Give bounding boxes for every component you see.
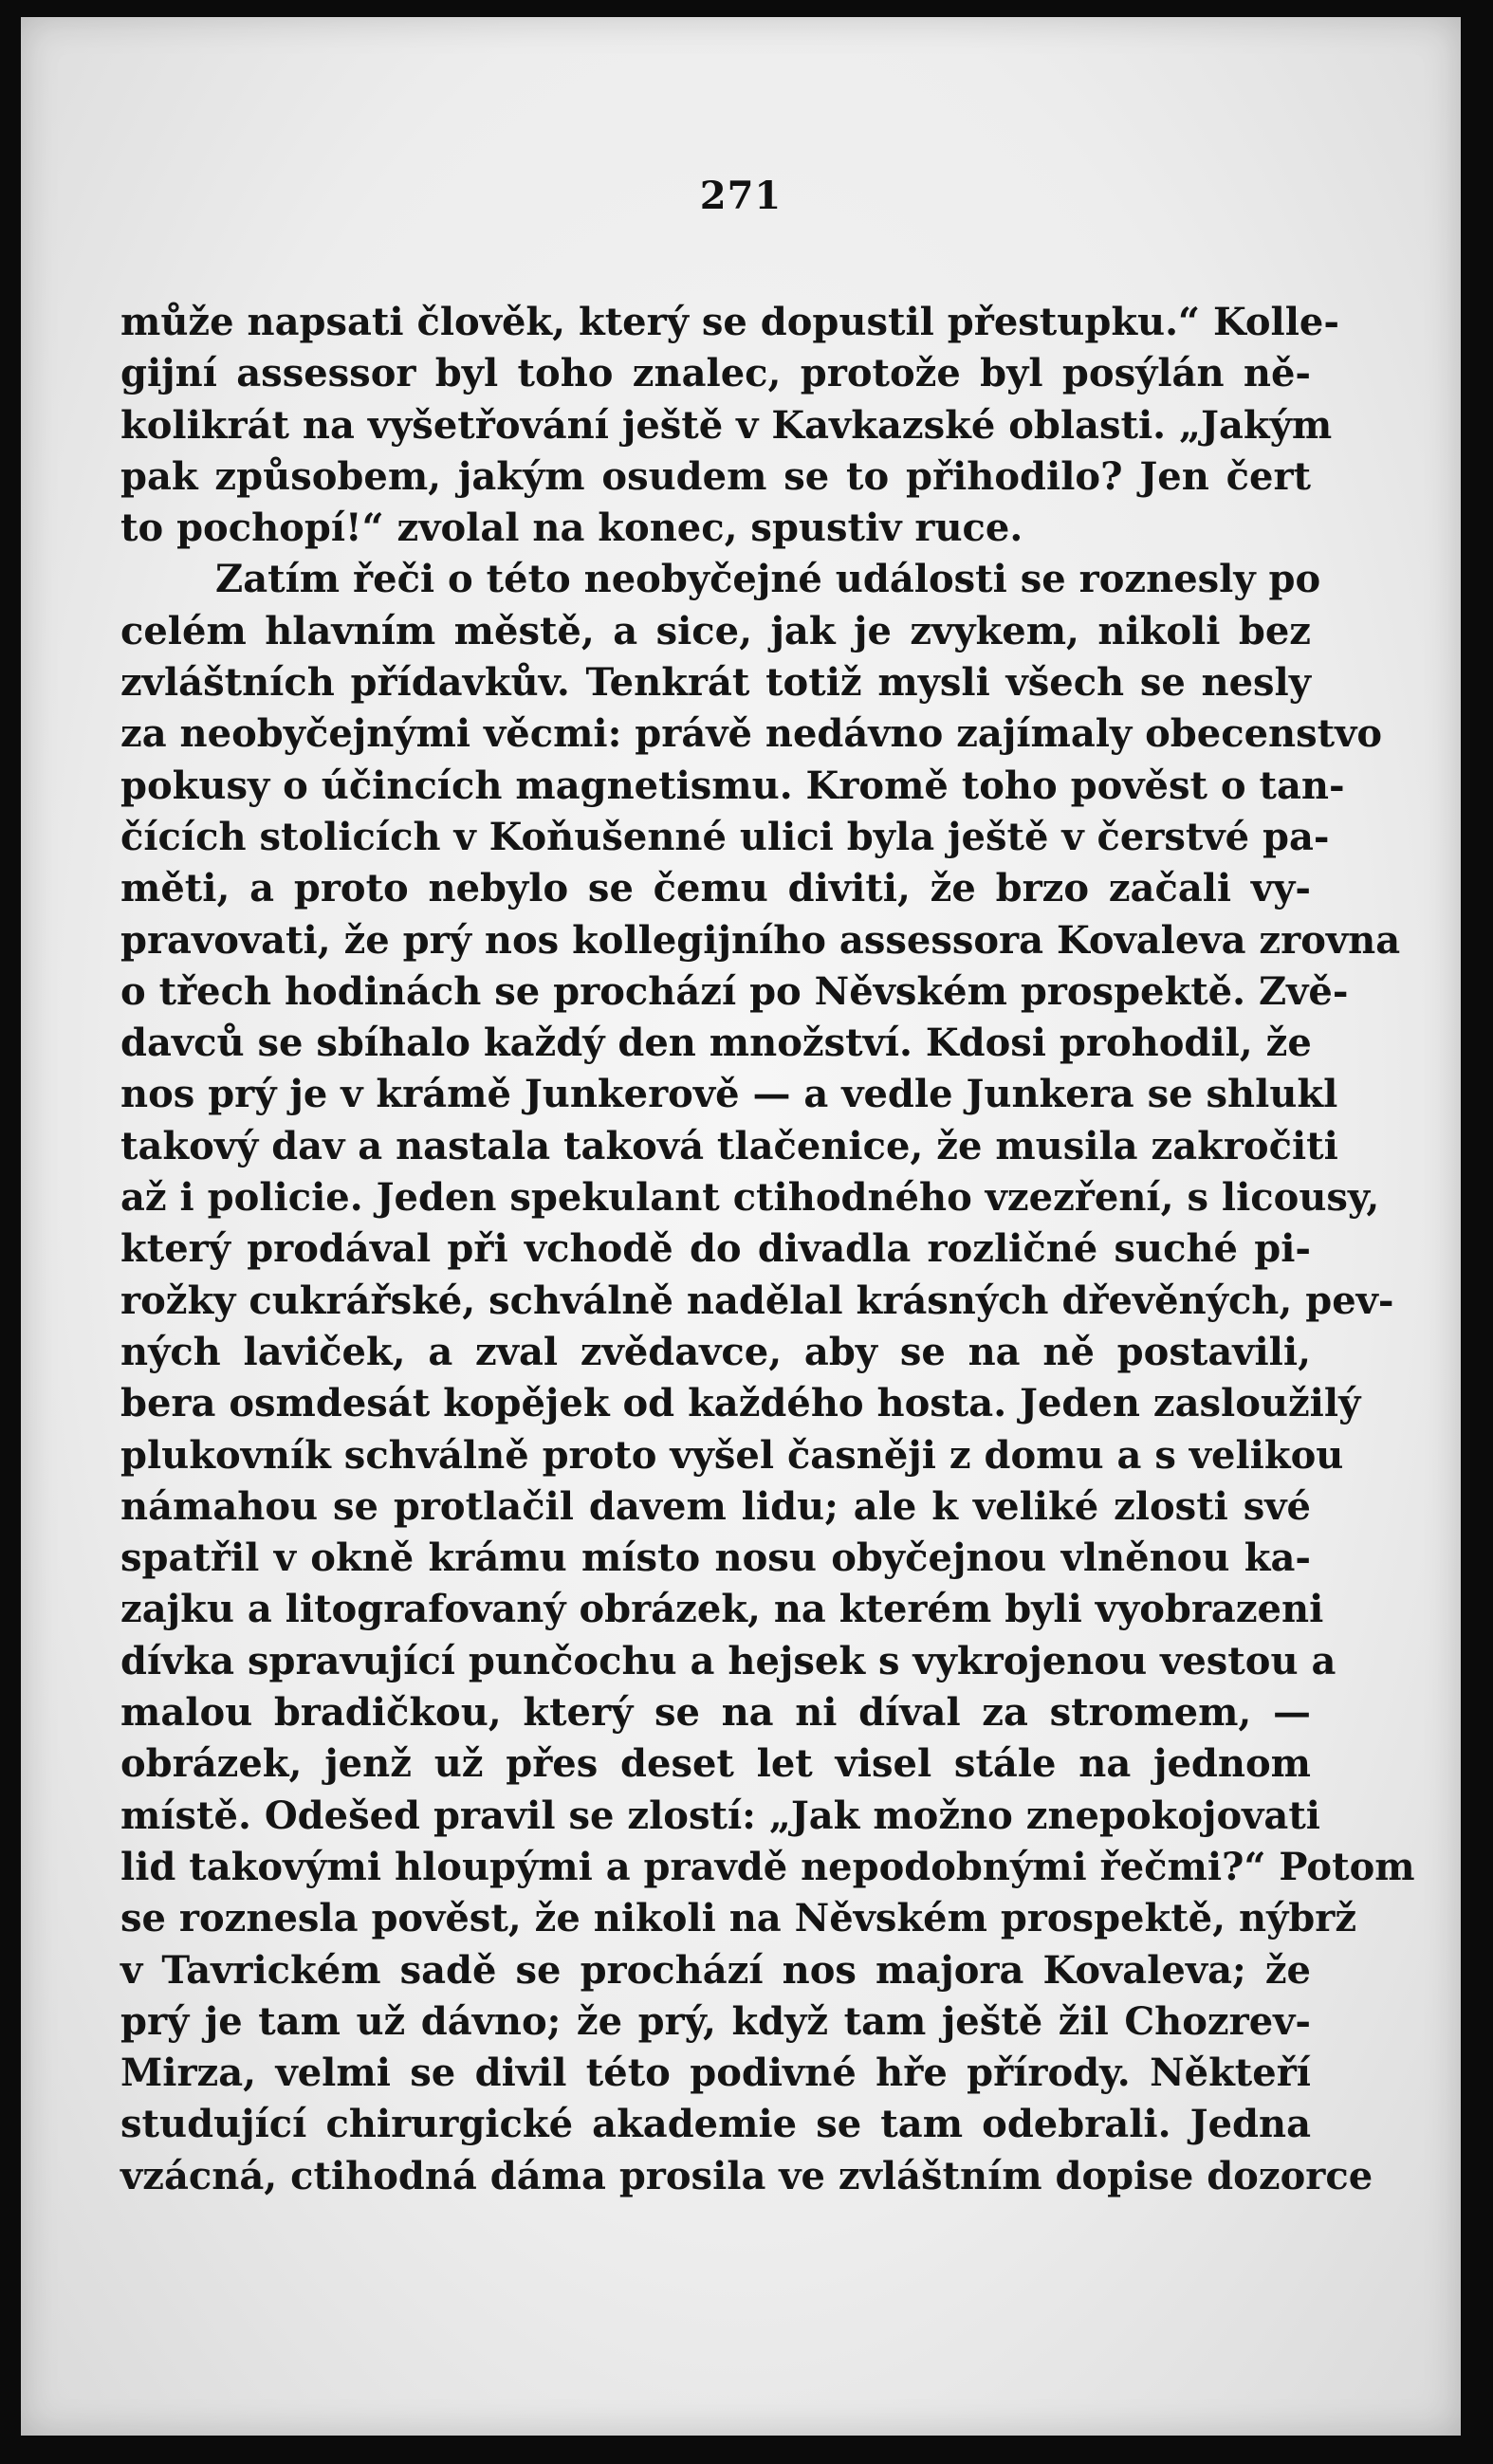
text-line: obrázek, jenž už přes deset let visel stále na jednom	[120, 1741, 1311, 1787]
text-line: celém hlavním městě, a sice, jak je zvykem, nikoli bez	[120, 608, 1311, 653]
text-line: námahou se protlačil davem lidu; ale k veliké zlosti své	[120, 1483, 1311, 1529]
text-line: Mirza, velmi se divil této podivné hře přírody. Někteří	[120, 2050, 1311, 2096]
text-line: místě. Odešed pravil se zlostí: „Jak možno znepokojovati	[120, 1793, 1320, 1838]
text-line: zajku a litografovaný obrázek, na kterém byli vyobrazeni	[120, 1587, 1324, 1632]
text-line: pravovati, že prý nos kollegijního assessora Kovaleva zrovna	[120, 917, 1401, 963]
text-line: davců se sbíhalo každý den množství. Kdosi prohodil, že	[120, 1021, 1312, 1066]
text-line: se roznesla pověst, že nikoli na Něvském prospektě, nýbrž	[120, 1896, 1357, 1941]
page-number: 271	[699, 174, 783, 218]
text-line: který prodával při vchodě do divadla rozličné suché pi-	[120, 1226, 1311, 1272]
text-line: to pochopí!“ zvolal na konec, spustiv ruce.	[120, 506, 1023, 551]
text-line: takový dav a nastala taková tlačenice, že musila zakročiti	[120, 1123, 1338, 1168]
text-line: za neobyčejnými věcmi: právě nedávno zajímaly obecenstvo	[120, 711, 1383, 757]
text-line: spatřil v okně krámu místo nosu obyčejnou vlněnou ka-	[120, 1535, 1311, 1581]
text-line: měti, a proto nebylo se čemu diviti, že brzo začali vy-	[120, 866, 1311, 911]
text-line: bera osmdesát kopějek od každého hosta. Jeden zasloužilý	[120, 1381, 1361, 1426]
text-line: dívka spravující punčochu a hejsek s vykrojenou vestou a	[120, 1638, 1336, 1683]
text-line: pak způsobem, jakým osudem se to přihodilo? Jen čert	[120, 453, 1311, 499]
text-line: gijní assessor byl toho znalec, protože byl posýlán ně-	[120, 351, 1311, 396]
text-line: malou bradičkou, který se na ni díval za stromem, —	[120, 1690, 1311, 1736]
text-line: studující chirurgické akademie se tam odebrali. Jedna	[120, 2102, 1311, 2147]
text-line: pokusy o účincích magnetismu. Kromě toho pověst o tan-	[120, 763, 1345, 808]
body-text	[120, 297, 1415, 2202]
book-page	[21, 17, 1461, 2436]
text-line: nos prý je v krámě Junkerově — a vedle Junkera se shlukl	[120, 1072, 1338, 1117]
text-line: až i policie. Jeden spekulant ctihodného vzezření, s licousy,	[120, 1175, 1380, 1221]
text-line: v Tavrickém sadě se prochází nos majora Kovaleva; že	[120, 1947, 1311, 1993]
text-line: lid takovými hloupými a pravdě nepodobnými řečmi?“ Potom	[120, 1844, 1415, 1889]
text-line: vzácná, ctihodná dáma prosila ve zvláštním dopise dozorce	[120, 2153, 1373, 2198]
text-line: prý je tam už dávno; že prý, když tam ještě žil Chozrev-	[120, 1998, 1311, 2044]
text-line: plukovník schválně proto vyšel časněji z domu a s velikou	[120, 1432, 1344, 1478]
text-line: Zatím řeči o této neobyčejné události se roznesly po	[215, 557, 1321, 602]
text-line: ných laviček, a zval zvědavce, aby se na ně postavili,	[120, 1329, 1311, 1374]
text-line: čících stolicích v Koňušenné ulici byla ještě v čerstvé pa-	[120, 814, 1330, 859]
text-line: rožky cukrářské, schválně nadělal krásných dřevěných, pev-	[120, 1278, 1394, 1323]
text-line: může napsati člověk, který se dopustil přestupku.“ Kolle-	[120, 300, 1339, 344]
text-line: kolikrát na vyšetřování ještě v Kavkazské oblasti. „Jakým	[120, 402, 1333, 448]
text-line: zvláštních přídavkův. Tenkrát totiž mysli všech se nesly	[120, 660, 1311, 706]
text-line: o třech hodinách se prochází po Něvském prospektě. Zvě-	[120, 968, 1349, 1014]
